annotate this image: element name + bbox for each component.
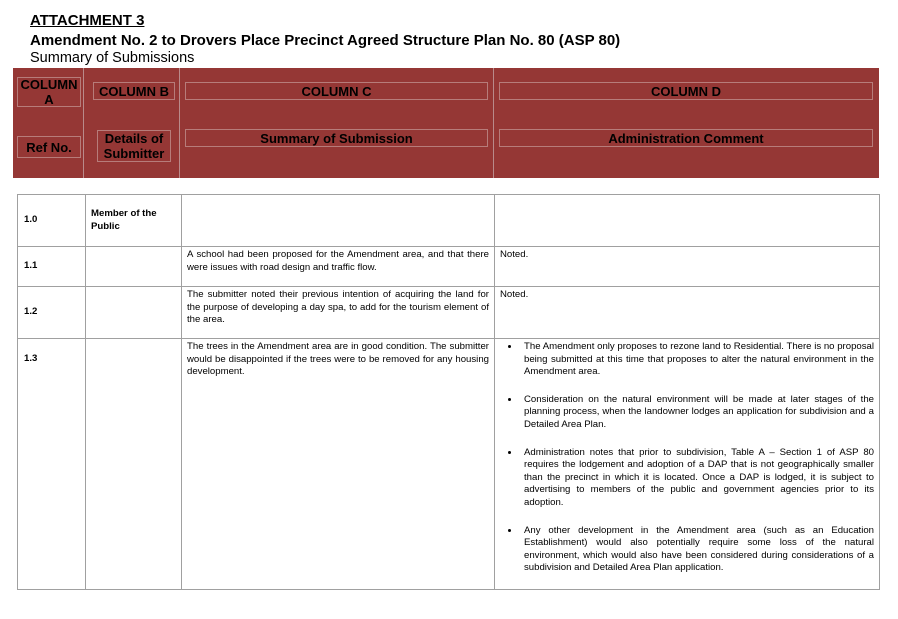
table-row bbox=[18, 287, 880, 339]
list-item: • Administration notes that prior to subdivision, Table A – Section 1 of ASP 80 requires the lodgement and adoption of a DAP that is not geographically smaller than the precinct in which it is located. Once a DAP is lodged, it is subject to advertising to members of the public and government agencies prior to its adoption. bbox=[520, 447, 874, 510]
list-item: • Any other development in the Amendment area (such as an Education Establishment) would also potentially require some loss of the natural environment, which would also have been considered during considerations of a subdivision and Detailed Area Plan application. bbox=[520, 525, 874, 575]
document-subtitle: Summary of Submissions bbox=[30, 50, 195, 66]
document-title: Amendment No. 2 to Drovers Place Precinct Agreed Structure Plan No. 80 (ASP 80) bbox=[30, 32, 621, 49]
summary-cell: The submitter noted their previous intention of acquiring the land for the purpose of developing a day spa, to add for the tourism element of the area. bbox=[182, 287, 495, 339]
table-row bbox=[18, 195, 880, 247]
comment-list bbox=[500, 341, 874, 575]
submitter-cell: Member of the Public bbox=[86, 195, 182, 247]
attachment-title: ATTACHMENT 3 bbox=[30, 12, 145, 29]
header-administration-comment: Administration Comment bbox=[499, 129, 873, 147]
header-details-of-submitter: Details of Submitter bbox=[97, 130, 171, 162]
comment-cell: Noted. bbox=[495, 287, 880, 339]
list-item: • Consideration on the natural environment will be made at later stages of the planning process, when the landowner lodges an application for subdivision and a Detailed Area Plan. bbox=[520, 394, 874, 432]
header-col-a-label: COLUMN A bbox=[17, 77, 81, 107]
comment-cell bbox=[495, 339, 880, 590]
comment-cell: Noted. bbox=[495, 247, 880, 287]
summary-cell: The trees in the Amendment area are in good condition. The submitter would be disappointed if the trees were to be removed for any housing development. bbox=[182, 339, 495, 590]
submissions-table bbox=[17, 194, 880, 590]
submitter-cell bbox=[86, 287, 182, 339]
header-col-d-label: COLUMN D bbox=[499, 82, 873, 100]
table-row bbox=[18, 339, 880, 590]
table-header-band bbox=[13, 68, 879, 178]
submitter-cell bbox=[86, 247, 182, 287]
comment-cell bbox=[495, 195, 880, 247]
list-item: • The Amendment only proposes to rezone land to Residential. There is no proposal being submitted at this time that proposes to alter the natural environment in the Amendment area. bbox=[520, 341, 874, 379]
ref-cell: 1.3 bbox=[18, 339, 86, 590]
header-ref-no: Ref No. bbox=[17, 136, 81, 158]
header-summary-of-submission: Summary of Submission bbox=[185, 129, 488, 147]
ref-cell: 1.1 bbox=[18, 247, 86, 287]
summary-cell: A school had been proposed for the Amendment area, and that there were issues with road design and traffic flow. bbox=[182, 247, 495, 287]
ref-cell: 1.0 bbox=[18, 195, 86, 247]
summary-cell bbox=[182, 195, 495, 247]
table-row bbox=[18, 247, 880, 287]
header-col-b-label: COLUMN B bbox=[93, 82, 175, 100]
ref-cell: 1.2 bbox=[18, 287, 86, 339]
submitter-cell bbox=[86, 339, 182, 590]
header-col-c-label: COLUMN C bbox=[185, 82, 488, 100]
